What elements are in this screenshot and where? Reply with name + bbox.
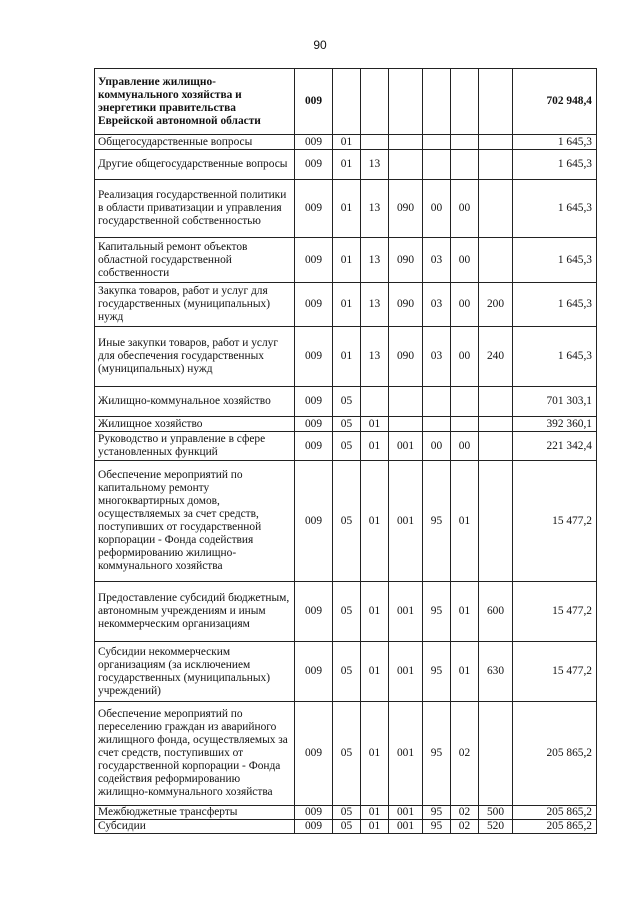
csr-direction-cell	[451, 150, 479, 180]
csr-subprogram-cell	[423, 417, 451, 432]
ved-code-cell: 009	[295, 150, 333, 180]
table-row	[95, 180, 597, 238]
csr-direction-cell: 02	[451, 820, 479, 834]
vr-code-cell: 500	[479, 806, 513, 820]
ved-code-cell: 009	[295, 432, 333, 461]
sum-cell: 15 477,2	[513, 461, 597, 582]
csr-subprogram-cell: 95	[423, 582, 451, 642]
pr-code-cell	[361, 135, 389, 150]
vr-code-cell	[479, 432, 513, 461]
csr-subprogram-cell: 03	[423, 283, 451, 327]
item-name-cell: Руководство и управление в сфере установленных функций	[95, 432, 295, 461]
vr-code-cell	[479, 135, 513, 150]
csr-direction-cell: 01	[451, 642, 479, 702]
rz-code-cell: 05	[333, 387, 361, 417]
vr-code-cell: 600	[479, 582, 513, 642]
pr-code-cell: 13	[361, 180, 389, 238]
sum-cell: 1 645,3	[513, 327, 597, 387]
csr-subprogram-cell: 00	[423, 432, 451, 461]
csr-subprogram-cell: 03	[423, 238, 451, 283]
table-row	[95, 702, 597, 806]
csr-direction-cell	[451, 417, 479, 432]
pr-code-cell: 13	[361, 327, 389, 387]
vr-code-cell	[479, 150, 513, 180]
pr-code-cell: 01	[361, 461, 389, 582]
item-name-cell: Субсидии некоммерческим организациям (за исключением государственных (муниципальных) учреждений)	[95, 642, 295, 702]
csr-direction-cell	[451, 387, 479, 417]
ved-code-cell: 009	[295, 417, 333, 432]
ved-code-cell: 009	[295, 180, 333, 238]
csr-direction-cell	[451, 135, 479, 150]
csr-subprogram-cell: 95	[423, 461, 451, 582]
item-name-cell: Реализация государственной политики в области приватизации и управления государственной собственностью	[95, 180, 295, 238]
rz-code-cell: 05	[333, 702, 361, 806]
sum-cell: 205 865,2	[513, 806, 597, 820]
csr-program-cell: 001	[389, 461, 423, 582]
table-row	[95, 432, 597, 461]
pr-code-cell: 01	[361, 806, 389, 820]
sum-cell: 702 948,4	[513, 69, 597, 135]
ved-code-cell: 009	[295, 820, 333, 834]
item-name-cell: Обеспечение мероприятий по капитальному ремонту многоквартирных домов, осуществляемых за счет средств, поступивших от государственной корпорации - Фонда содействия реформированию жилищно-коммунального хозяйства	[95, 461, 295, 582]
rz-code-cell: 01	[333, 238, 361, 283]
ved-code-cell: 009	[295, 327, 333, 387]
table-row	[95, 820, 597, 834]
csr-direction-cell: 00	[451, 238, 479, 283]
ved-code-cell: 009	[295, 642, 333, 702]
csr-direction-cell: 02	[451, 806, 479, 820]
table-row	[95, 461, 597, 582]
pr-code-cell: 01	[361, 820, 389, 834]
csr-direction-cell: 00	[451, 327, 479, 387]
vr-code-cell	[479, 461, 513, 582]
csr-subprogram-cell: 95	[423, 642, 451, 702]
table-row	[95, 387, 597, 417]
table-row	[95, 238, 597, 283]
csr-subprogram-cell: 95	[423, 820, 451, 834]
csr-program-cell: 090	[389, 180, 423, 238]
vr-code-cell: 200	[479, 283, 513, 327]
item-name-cell: Закупка товаров, работ и услуг для государственных (муниципальных) нужд	[95, 283, 295, 327]
vr-code-cell: 240	[479, 327, 513, 387]
item-name-cell: Иные закупки товаров, работ и услуг для обеспечения государственных (муниципальных) нужд	[95, 327, 295, 387]
item-name-cell: Жилищное хозяйство	[95, 417, 295, 432]
pr-code-cell	[361, 69, 389, 135]
item-name-cell: Капитальный ремонт объектов областной государственной собственности	[95, 238, 295, 283]
vr-code-cell	[479, 69, 513, 135]
sum-cell: 1 645,3	[513, 238, 597, 283]
csr-program-cell: 001	[389, 820, 423, 834]
rz-code-cell: 05	[333, 806, 361, 820]
ved-code-cell: 009	[295, 69, 333, 135]
csr-subprogram-cell	[423, 150, 451, 180]
sum-cell: 1 645,3	[513, 180, 597, 238]
item-name-cell: Межбюджетные трансферты	[95, 806, 295, 820]
csr-subprogram-cell	[423, 387, 451, 417]
rz-code-cell: 05	[333, 820, 361, 834]
sum-cell: 392 360,1	[513, 417, 597, 432]
sum-cell: 205 865,2	[513, 820, 597, 834]
vr-code-cell	[479, 417, 513, 432]
csr-direction-cell: 01	[451, 461, 479, 582]
csr-program-cell: 090	[389, 283, 423, 327]
item-name-cell: Жилищно-коммунальное хозяйство	[95, 387, 295, 417]
csr-program-cell: 090	[389, 238, 423, 283]
rz-code-cell: 01	[333, 283, 361, 327]
csr-subprogram-cell: 03	[423, 327, 451, 387]
pr-code-cell: 13	[361, 283, 389, 327]
item-name-cell: Субсидии	[95, 820, 295, 834]
vr-code-cell	[479, 702, 513, 806]
ved-code-cell: 009	[295, 582, 333, 642]
csr-direction-cell: 00	[451, 283, 479, 327]
pr-code-cell: 01	[361, 432, 389, 461]
csr-subprogram-cell	[423, 135, 451, 150]
sum-cell: 1 645,3	[513, 150, 597, 180]
pr-code-cell	[361, 387, 389, 417]
rz-code-cell: 01	[333, 180, 361, 238]
ved-code-cell: 009	[295, 806, 333, 820]
budget-table-body	[95, 69, 597, 834]
csr-direction-cell: 02	[451, 702, 479, 806]
sum-cell: 205 865,2	[513, 702, 597, 806]
sum-cell: 221 342,4	[513, 432, 597, 461]
pr-code-cell: 01	[361, 702, 389, 806]
sum-cell: 701 303,1	[513, 387, 597, 417]
table-row	[95, 69, 597, 135]
budget-table	[94, 68, 597, 834]
vr-code-cell	[479, 238, 513, 283]
csr-subprogram-cell: 95	[423, 702, 451, 806]
vr-code-cell: 520	[479, 820, 513, 834]
csr-program-cell	[389, 69, 423, 135]
pr-code-cell: 01	[361, 582, 389, 642]
pr-code-cell: 13	[361, 238, 389, 283]
sum-cell: 1 645,3	[513, 135, 597, 150]
rz-code-cell: 05	[333, 582, 361, 642]
table-row	[95, 283, 597, 327]
csr-program-cell: 001	[389, 582, 423, 642]
ved-code-cell: 009	[295, 461, 333, 582]
csr-direction-cell: 00	[451, 432, 479, 461]
csr-program-cell	[389, 417, 423, 432]
page-number: 90	[313, 38, 327, 52]
csr-subprogram-cell	[423, 69, 451, 135]
rz-code-cell: 01	[333, 150, 361, 180]
ved-code-cell: 009	[295, 238, 333, 283]
item-name-cell: Предоставление субсидий бюджетным, автономным учреждениям и иным некоммерческим организациям	[95, 582, 295, 642]
pr-code-cell: 01	[361, 417, 389, 432]
csr-program-cell	[389, 150, 423, 180]
table-row	[95, 150, 597, 180]
rz-code-cell: 05	[333, 417, 361, 432]
ved-code-cell: 009	[295, 135, 333, 150]
csr-subprogram-cell: 00	[423, 180, 451, 238]
csr-direction-cell: 00	[451, 180, 479, 238]
csr-program-cell: 090	[389, 327, 423, 387]
rz-code-cell: 01	[333, 135, 361, 150]
csr-subprogram-cell: 95	[423, 806, 451, 820]
rz-code-cell: 05	[333, 432, 361, 461]
csr-program-cell: 001	[389, 702, 423, 806]
pr-code-cell: 01	[361, 642, 389, 702]
vr-code-cell	[479, 180, 513, 238]
item-name-cell: Обеспечение мероприятий по переселению граждан из аварийного жилищного фонда, осуществляемых за счет средств, поступивших от государственной корпорации - Фонда содействия реформированию жилищно-коммунального хозяйства	[95, 702, 295, 806]
table-row	[95, 582, 597, 642]
csr-direction-cell: 01	[451, 582, 479, 642]
vr-code-cell	[479, 387, 513, 417]
csr-program-cell: 001	[389, 806, 423, 820]
table-row	[95, 417, 597, 432]
table-row	[95, 135, 597, 150]
sum-cell: 15 477,2	[513, 642, 597, 702]
ved-code-cell: 009	[295, 387, 333, 417]
item-name-cell: Другие общегосударственные вопросы	[95, 150, 295, 180]
table-row	[95, 327, 597, 387]
ved-code-cell: 009	[295, 283, 333, 327]
csr-program-cell	[389, 387, 423, 417]
csr-program-cell: 001	[389, 432, 423, 461]
csr-program-cell	[389, 135, 423, 150]
ved-code-cell: 009	[295, 702, 333, 806]
table-row	[95, 642, 597, 702]
rz-code-cell: 01	[333, 327, 361, 387]
pr-code-cell: 13	[361, 150, 389, 180]
item-name-cell: Управление жилищно-коммунального хозяйства и энергетики правительства Еврейской автономной области	[95, 69, 295, 135]
csr-direction-cell	[451, 69, 479, 135]
rz-code-cell: 05	[333, 642, 361, 702]
vr-code-cell: 630	[479, 642, 513, 702]
sum-cell: 1 645,3	[513, 283, 597, 327]
rz-code-cell: 05	[333, 461, 361, 582]
table-row	[95, 806, 597, 820]
rz-code-cell	[333, 69, 361, 135]
item-name-cell: Общегосударственные вопросы	[95, 135, 295, 150]
csr-program-cell: 001	[389, 642, 423, 702]
sum-cell: 15 477,2	[513, 582, 597, 642]
